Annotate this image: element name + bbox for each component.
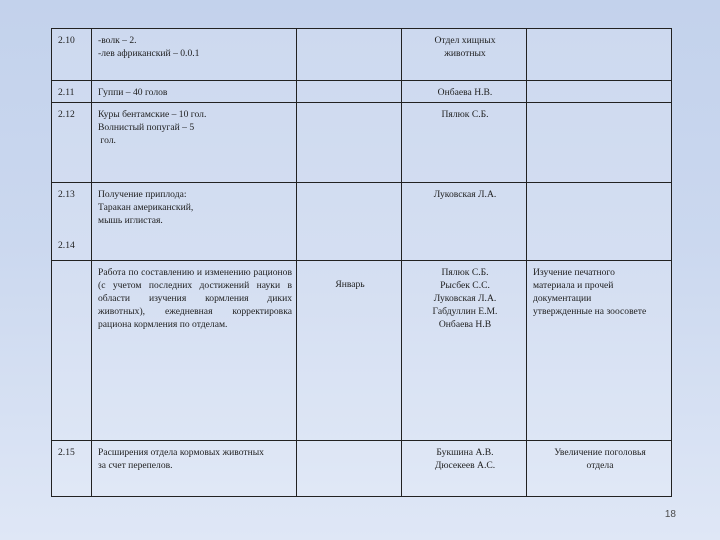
note-cell: Увеличение поголовья отдела xyxy=(527,441,672,497)
table-row xyxy=(52,261,672,441)
note-cell xyxy=(527,103,672,183)
row-number: 2.12 xyxy=(52,103,92,183)
row-number: 2.10 xyxy=(52,29,92,81)
executor-cell: Луковская Л.А. xyxy=(402,183,527,261)
task-cell: Работа по составлению и изменению рационов (с учетом последних достижений науки в области изучения кормления диких животных), ежедневная корректировка рациона кормления по отделам. xyxy=(92,261,297,441)
term-cell xyxy=(297,103,402,183)
table-row xyxy=(52,81,672,103)
term-cell xyxy=(297,81,402,103)
row-number: 2.15 xyxy=(52,441,92,497)
executor-cell: Пялюк С.Б. xyxy=(402,103,527,183)
note-cell xyxy=(527,29,672,81)
executor-cell: Онбаева Н.В. xyxy=(402,81,527,103)
term-cell xyxy=(297,183,402,261)
task-cell: Получение приплода: Таракан американский, мышь иглистая. xyxy=(92,183,297,261)
work-plan-table xyxy=(51,28,672,497)
note-cell: Изучение печатного материала и прочей документации утвержденные на зоосовете xyxy=(527,261,672,441)
row-number: 2.14 xyxy=(52,261,92,441)
task-cell: Гуппи – 40 голов xyxy=(92,81,297,103)
executor-cell: Букшина А.В. Дюсекеев А.С. xyxy=(402,441,527,497)
page-number: 18 xyxy=(664,509,676,520)
table-row xyxy=(52,29,672,81)
row-number: 2.13 xyxy=(52,183,92,261)
task-cell: Расширения отдела кормовых животных за счет перепелов. xyxy=(92,441,297,497)
task-cell: Куры бентамские – 10 гол. Волнистый попугай – 5 гол. xyxy=(92,103,297,183)
term-cell xyxy=(297,29,402,81)
note-cell xyxy=(527,183,672,261)
table-row xyxy=(52,103,672,183)
executor-cell: Пялюк С.Б. Рысбек С.С. Луковская Л.А. Габдуллин Е.М. Онбаева Н.В xyxy=(402,261,527,441)
note-cell xyxy=(527,81,672,103)
term-cell xyxy=(297,441,402,497)
row-number: 2.11 xyxy=(52,81,92,103)
task-cell: -волк – 2. -лев африканский – 0.0.1 xyxy=(92,29,297,81)
table-row xyxy=(52,183,672,261)
executor-cell: Отдел хищных животных xyxy=(402,29,527,81)
term-cell: Январь xyxy=(297,261,402,441)
table-row xyxy=(52,441,672,497)
